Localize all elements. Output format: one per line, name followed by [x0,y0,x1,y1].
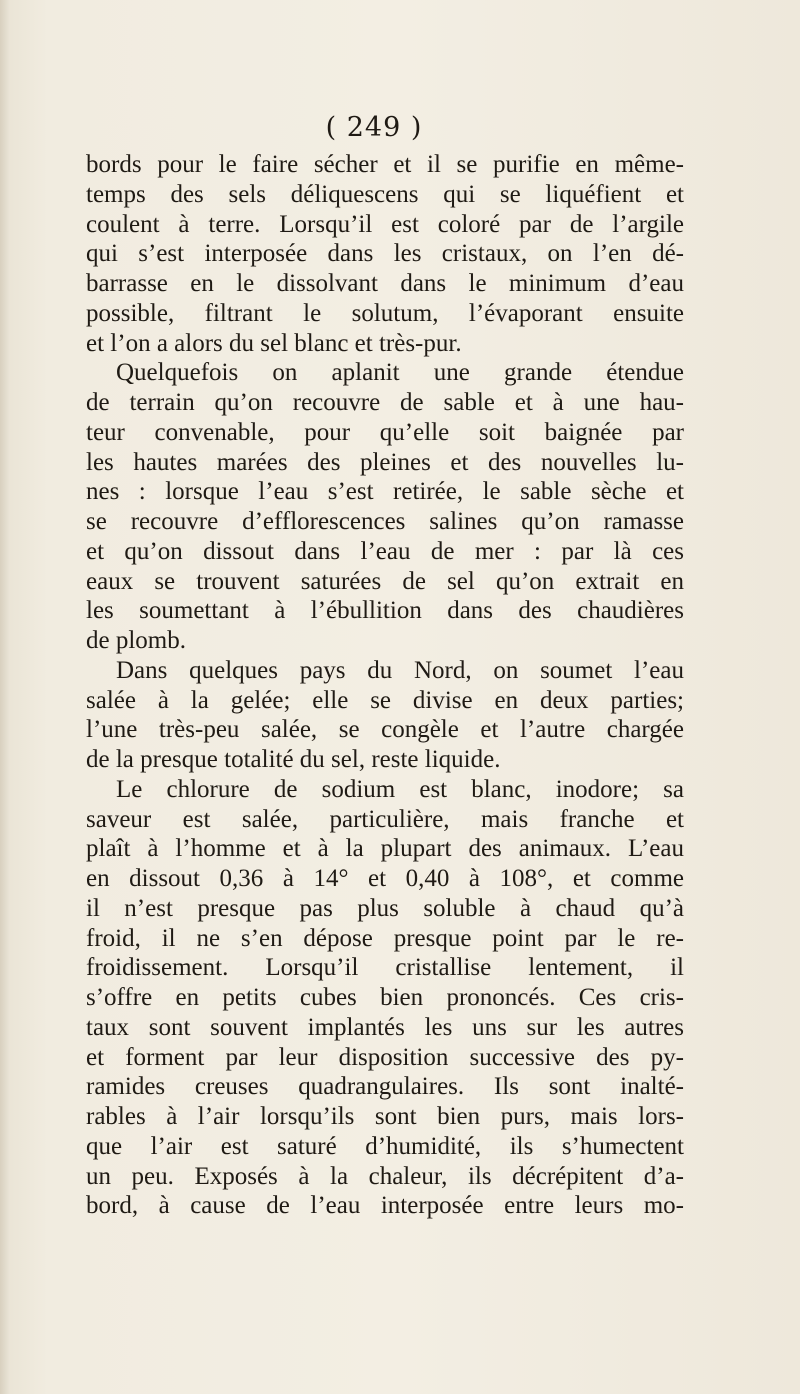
text-line: il n’est presque pas plus soluble à chaud qu’à [86,894,684,922]
page-binding-edge [0,0,10,1394]
text-line: salée à la gelée; elle se divise en deux parties; [86,686,684,714]
text-line: possible, filtrant le solutum, l’évaporant ensuite [86,299,684,327]
text-line: teur convenable, pour qu’elle soit baignée par [86,418,684,446]
page-number: ( 249 ) [325,112,423,143]
text-line: nes : lorsque l’eau s’est retirée, le sable sèche et [86,478,684,506]
text-line: qui s’est interposée dans les cristaux, on l’en dé- [86,240,684,268]
text-line: de la presque totalité du sel, reste liquide. [86,746,501,773]
text-line: temps des sels déliquescens qui se liquéfient et [86,180,684,208]
text-line: les hautes marées des pleines et des nouvelles lu- [86,448,684,476]
text-line: que l’air est saturé d’humidité, ils s’humectent [86,1132,684,1160]
text-line: plaît à l’homme et à la plupart des animaux. L’eau [86,835,684,863]
text-line: se recouvre d’efflorescences salines qu’on ramasse [86,508,684,535]
text-line: et qu’on dissout dans l’eau de mer : par là ces [86,537,684,565]
text-line: froidissement. Lorsqu’il cristallise lentement, il [86,954,684,982]
text-line: et l’on a alors du sel blanc et très-pur. [86,329,462,357]
text-line: rables à l’air lorsqu’ils sont bien purs, mais lors- [86,1103,684,1130]
text-line: eaux se trouvent saturées de sel qu’on extrait en [86,567,684,595]
text-line: de terrain qu’on recouvre de sable et à une hau- [86,389,684,416]
text-line: bord, à cause de l’eau interposée entre leurs mo- [86,1192,684,1220]
text-line: froid, il ne s’en dépose presque point par le re- [86,924,684,952]
text-line: Dans quelques pays du Nord, on soumet l’eau [116,656,684,684]
text-line: bords pour le faire sécher et il se purifie en même- [86,151,684,178]
text-line: s’offre en petits cubes bien prononcés. Ces cris- [86,984,684,1011]
text-line: Quelquefois on aplanit une grande étendue [116,359,684,387]
text-line: barrasse en le dissolvant dans le minimum d’eau [86,270,684,297]
text-line: un peu. Exposés à la chaleur, ils décrépitent d’a- [86,1162,684,1190]
text-line: l’une très-peu salée, se congèle et l’autre chargée [86,716,684,744]
text-line: en dissout 0,36 à 14° et 0,40 à 108°, et comme [86,865,684,892]
text-line: Le chlorure de sodium est blanc, inodore; sa [116,775,684,803]
text-line: ramides creuses quadrangulaires. Ils sont inalté- [86,1073,684,1101]
text-line: coulent à terre. Lorsqu’il est coloré par de l’argile [86,210,684,238]
body-text [86,150,684,1221]
text-line: et forment par leur disposition successive des py- [86,1043,684,1071]
text-line: les soumettant à l’ébullition dans des chaudières [86,597,684,625]
text-line: taux sont souvent implantés les uns sur les autres [86,1013,684,1041]
text-line: de plomb. [86,627,186,654]
text-line: saveur est salée, particulière, mais franche et [86,805,684,833]
